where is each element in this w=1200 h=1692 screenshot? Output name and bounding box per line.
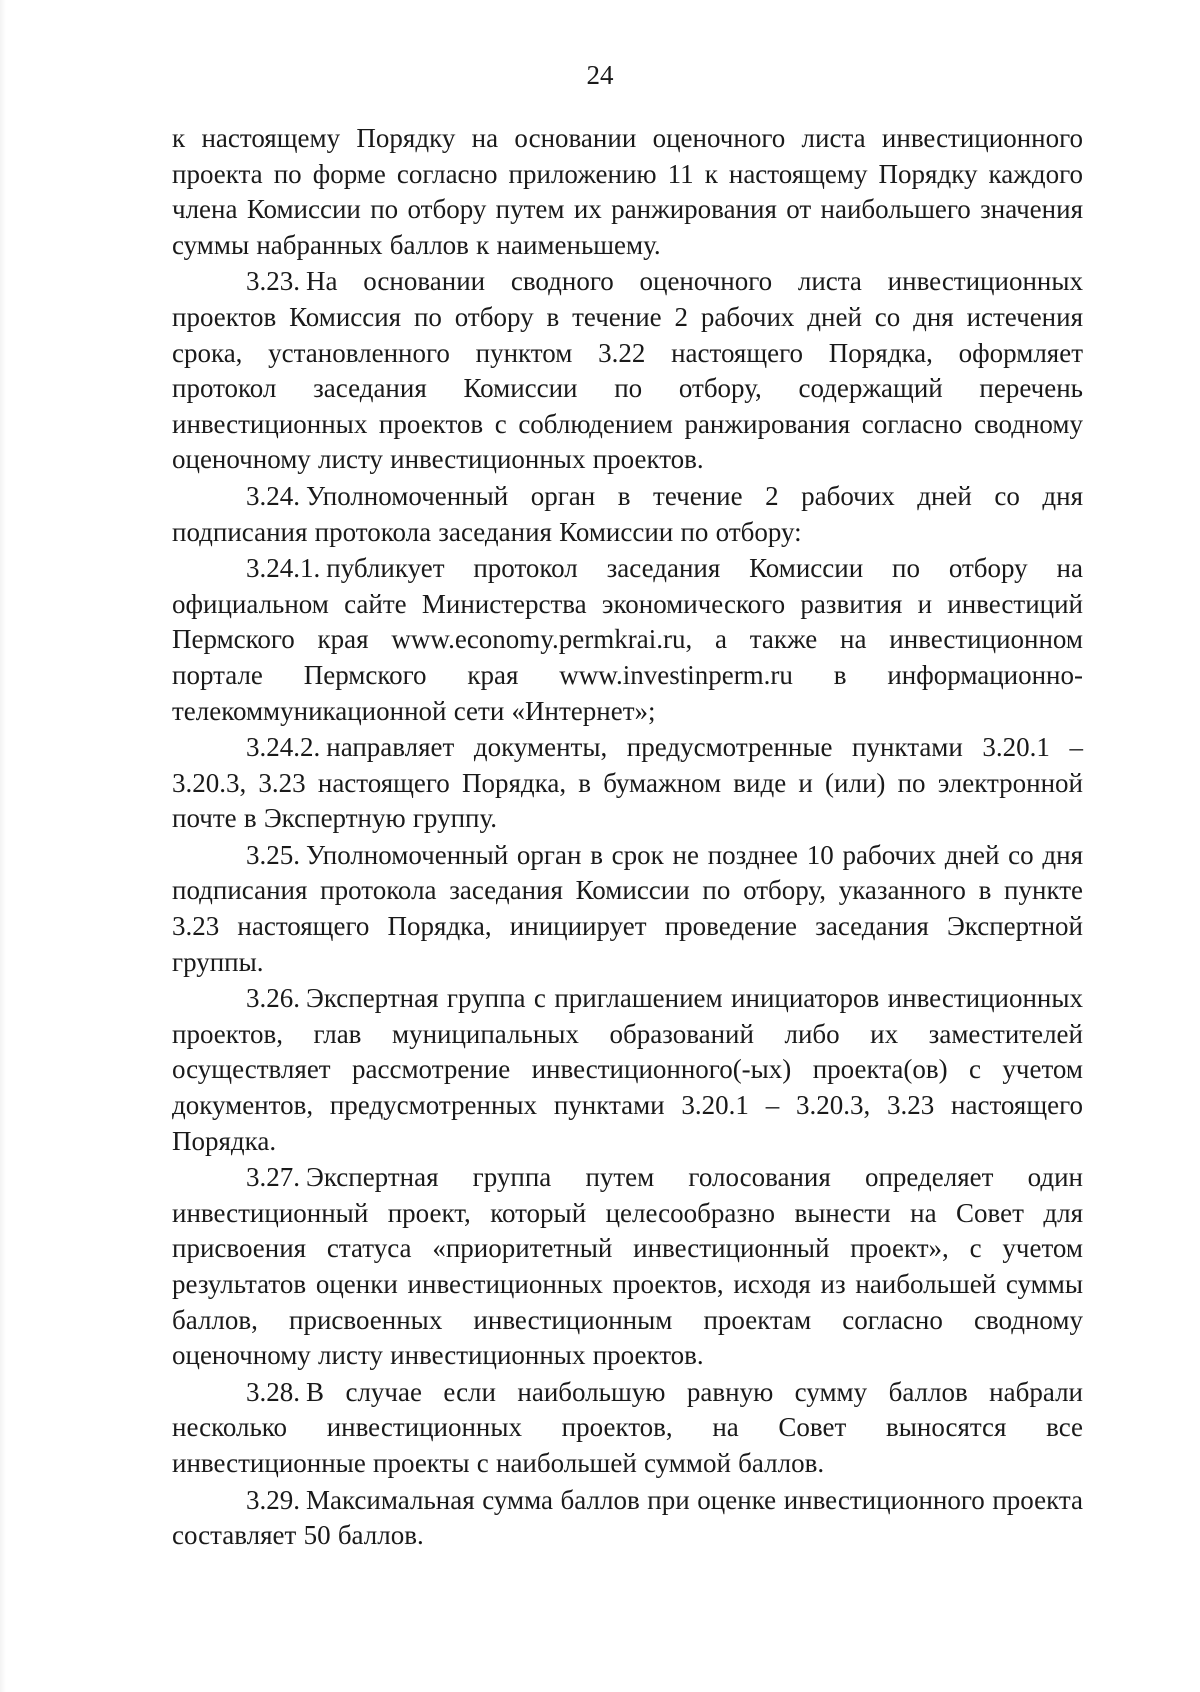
paragraph-3-25 — [172, 838, 1083, 980]
paragraph-text: В случае если наибольшую равную сумму баллов набрали несколько инвестиционных проектов, на Совет выносятся все инвестиционные проекты с наибольшей суммой баллов. — [172, 1376, 1083, 1478]
scan-shadow — [0, 0, 6, 1692]
paragraph-3-24 — [172, 479, 1083, 550]
clause-number: 3.26. — [246, 983, 300, 1014]
clause-number: 3.24. — [246, 480, 300, 511]
paragraph-3-24-2 — [172, 730, 1083, 837]
page-number: 24 — [586, 60, 614, 90]
clause-number: 3.27. — [246, 1162, 300, 1193]
paragraph-text: Уполномоченный орган в течение 2 рабочих дней со дня подписания протокола заседания Комиссии по отбору: — [172, 480, 1083, 547]
paragraph-text: Экспертная группа с приглашением инициаторов инвестиционных проектов, глав муниципальных образований либо их заместителей осуществляет рассмотрение инвестиционного(-ых) проекта(ов) с учетом документов, предусмотренных пунктами 3.20.1 – 3.20.3, 3.23 настоящего Порядка. — [172, 983, 1083, 1156]
paragraph-continuation — [172, 121, 1083, 263]
paragraph-text: публикует протокол заседания Комиссии по отбору на официальном сайте Министерства экономического развития и инвестиций Пермского края www.economy.permkrai.ru, а также на инвестиционном портале Пермского края www.investinperm.ru в информационно-телекоммуникационной сети «Интернет»; — [172, 553, 1083, 726]
paragraph-text: к настоящему Порядку на основании оценочного листа инвестиционного проекта по форме согласно приложению 11 к настоящему Порядку каждого члена Комиссии по отбору путем их ранжирования от наибольшего значения суммы набранных баллов к наименьшему. — [172, 123, 1083, 260]
paragraph-text: Уполномоченный орган в срок не позднее 10 рабочих дней со дня подписания протокола заседания Комиссии по отбору, указанного в пункте 3.23 настоящего Порядка, инициирует проведение заседания Экспертной группы. — [172, 839, 1083, 977]
paragraph-3-26 — [172, 981, 1083, 1159]
paragraph-3-27 — [172, 1160, 1083, 1374]
paragraph-text: Экспертная группа путем голосования определяет один инвестиционный проект, который целесообразно вынести на Совет для присвоения статуса «приоритетный инвестиционный проект», с учетом результатов оценки инвестиционных проектов, исходя из наибольшей суммы баллов, присвоенных инвестиционным проектам согласно сводному оценочному листу инвестиционных проектов. — [172, 1162, 1083, 1371]
clause-number: 3.24.2. — [246, 732, 321, 763]
clause-number: 3.25. — [246, 839, 300, 870]
paragraph-3-23 — [172, 264, 1083, 478]
paragraph-text: На основании сводного оценочного листа инвестиционных проектов Комиссия по отбору в течение 2 рабочих дней со дня истечения срока, установленного пунктом 3.22 настоящего Порядка, оформляет протокол заседания Комиссии по отбору, содержащий перечень инвестиционных проектов с соблюдением ранжирования согласно сводному оценочному листу инвестиционных проектов. — [172, 266, 1083, 475]
paragraph-3-29 — [172, 1483, 1083, 1554]
paragraph-3-28 — [172, 1375, 1083, 1482]
document-body — [172, 121, 1083, 1554]
paragraph-3-24-1 — [172, 551, 1083, 729]
clause-number: 3.24.1. — [246, 553, 321, 584]
clause-number: 3.23. — [246, 266, 300, 297]
clause-number: 3.28. — [246, 1376, 300, 1407]
paragraph-text: Максимальная сумма баллов при оценке инвестиционного проекта составляет 50 баллов. — [172, 1484, 1083, 1551]
paragraph-text: направляет документы, предусмотренные пунктами 3.20.1 – 3.20.3, 3.23 настоящего Порядка, в бумажном виде и (или) по электронной почте в Экспертную группу. — [172, 732, 1083, 834]
clause-number: 3.29. — [246, 1484, 300, 1515]
